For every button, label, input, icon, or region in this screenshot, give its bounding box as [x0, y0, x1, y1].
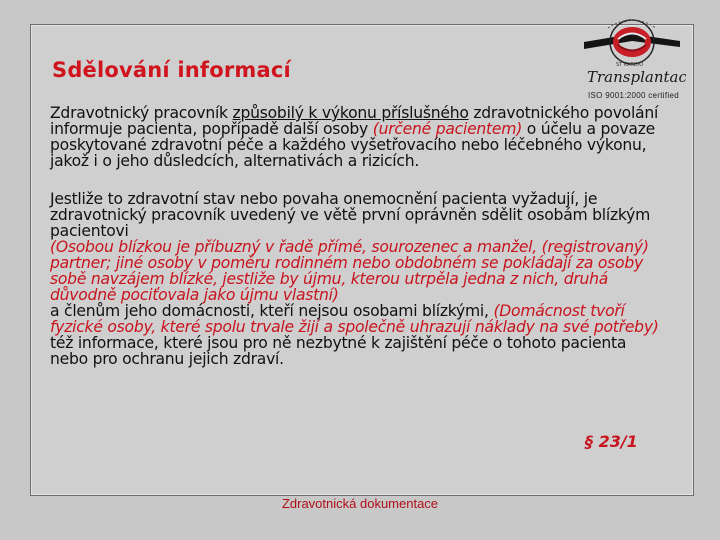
paragraph-1: [50, 105, 665, 169]
p1-text: Zdravotnický pracovník: [50, 104, 233, 122]
slide-body: [50, 105, 665, 367]
paragraph-2-note: [50, 239, 665, 303]
paragraph-2-end: [50, 335, 665, 367]
p1-text-2: zdravotnického povolání informuje pacienta, popřípadě další osoby: [50, 104, 659, 138]
footer-title: Zdravotnická dokumentace: [281, 496, 439, 511]
p1-text-3: o účelu a povaze poskytované zdravotní péče a každého vyšetřovacího nebo léčebného výkonu, jakož i o jeho důsledcích, alternativách a rizicích.: [50, 120, 655, 170]
p2-red-note-2: (Domácnost tvoří fyzické osoby, které spolu trvale žijí a společně uhrazují náklady na své potřeby): [50, 302, 659, 336]
transplantace-logo: [578, 8, 686, 94]
logo-wordmark: Transplantace: [587, 68, 686, 86]
p2-red-note: (Osobou blízkou je příbuzný v řadě přímé, sourozenec a manžel, (registrovaný) partner; jiné osoby v poměru rodinném nebo obdobném se pokládají za osoby sobě navzájem blízké, jestliže by újmu, kterou utrpěla jedna z nich, druhá důvodně pociťovala jako újmu vlastní): [50, 238, 649, 304]
logo-small-text: ST KARDIO: [616, 62, 644, 68]
paragraph-2-continued: [50, 303, 665, 335]
slide-title: Sdělování informací: [52, 58, 291, 82]
iso-certification: ISO 9001:2000 certified: [588, 91, 679, 100]
paragraph-2: [50, 191, 665, 239]
p2-text-2: a členům jeho domácnosti, kteří nejsou osobami blízkými,: [50, 302, 494, 320]
legal-reference: § 23/1: [585, 432, 638, 451]
logo-graphic: [578, 8, 686, 94]
p1-underlined: způsobilý k výkonu příslušného: [232, 104, 469, 122]
p2-text: Jestliže to zdravotní stav nebo povaha onemocnění pacienta vyžadují, je zdravotnický pracovník uvedený ve větě první oprávněn sdělit osobám blízkým pacientovi: [50, 190, 651, 240]
p1-red-note: (určené pacientem): [372, 120, 523, 138]
p2-text-3: též informace, které jsou pro ně nezbytné k zajištění péče o tohoto pacienta nebo pro ochranu jejich zdraví.: [50, 334, 627, 368]
